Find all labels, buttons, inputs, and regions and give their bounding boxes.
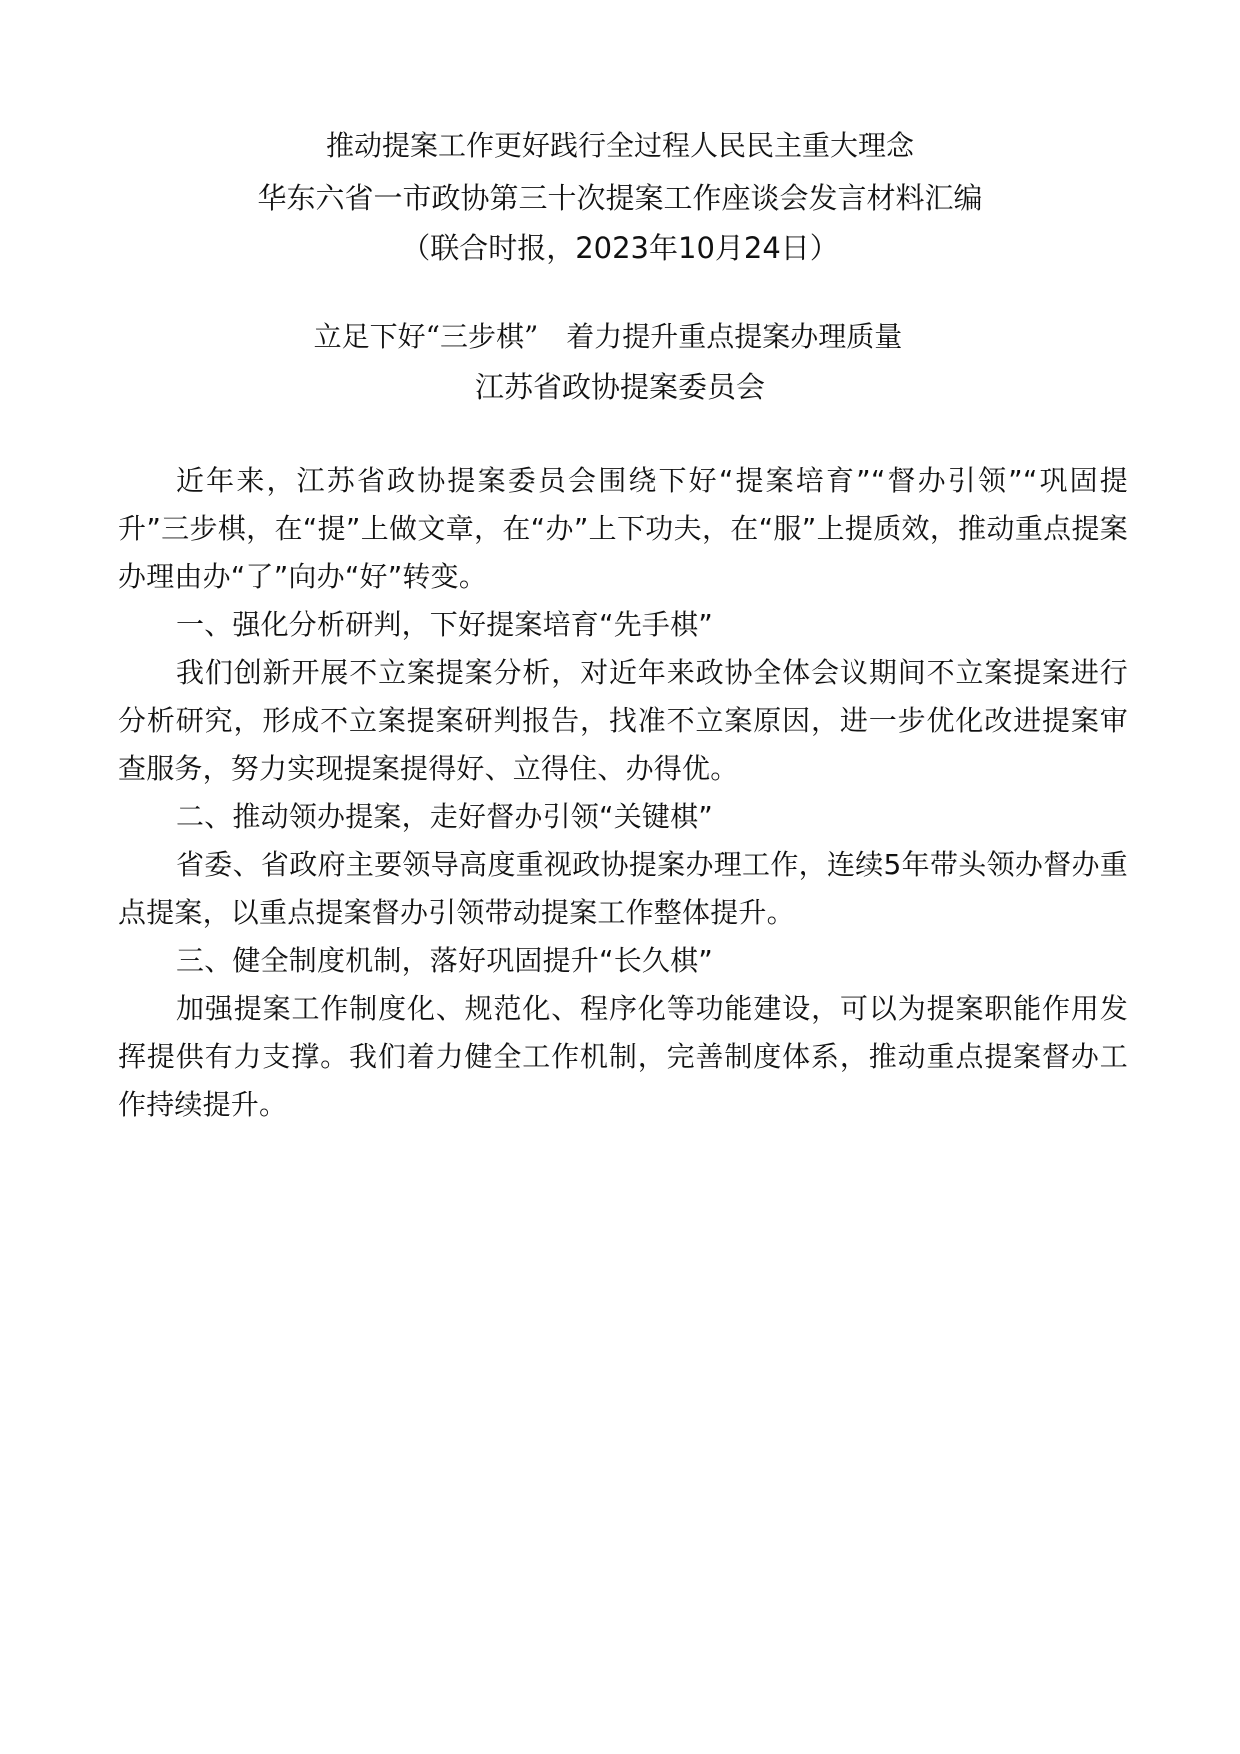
section-paragraph-2: 省委、省政府主要领导高度重视政协提案办理工作，连续5年带头领办督办重点提案，以重点提案督办引领带动提案工作整体提升。 (118, 848, 1128, 929)
section-heading-2: 二、推动领办提案，走好督办引领“关键棋” (176, 800, 714, 833)
article-title: 立足下好“三步棋” 着力提升重点提案办理质量 (313, 320, 903, 353)
section-heading-1: 一、强化分析研判，下好提案培育“先手棋” (176, 608, 714, 641)
article-body (118, 457, 1128, 1129)
source-date: （联合时报，2023年10月24日） (401, 231, 839, 265)
section-heading-3: 三、健全制度机制，落好巩固提升“长久棋” (176, 944, 714, 977)
intro-paragraph: 近年来，江苏省政协提案委员会围绕下好“提案培育”“督办引领”“巩固提升”三步棋，在“提”上做文章，在“办”上下功夫，在“服”上提质效，推动重点提案办理由办“了”向办“好”转变。 (118, 464, 1128, 593)
section-paragraph-1: 我们创新开展不立案提案分析，对近年来政协全体会议期间不立案提案进行分析研究，形成不立案提案研判报告，找准不立案原因，进一步优化改进提案审查服务，努力实现提案提得好、立得住、办得优。 (118, 656, 1128, 785)
compilation-subtitle: 华东六省一市政协第三十次提案工作座谈会发言材料汇编 (257, 181, 983, 215)
section-paragraph-3: 加强提案工作制度化、规范化、程序化等功能建设，可以为提案职能作用发挥提供有力支撑。我们着力健全工作机制，完善制度体系，推动重点提案督办工作持续提升。 (118, 992, 1128, 1121)
main-title: 推动提案工作更好践行全过程人民民主重大理念 (325, 129, 914, 162)
article-author: 江苏省政协提案委员会 (474, 370, 765, 404)
